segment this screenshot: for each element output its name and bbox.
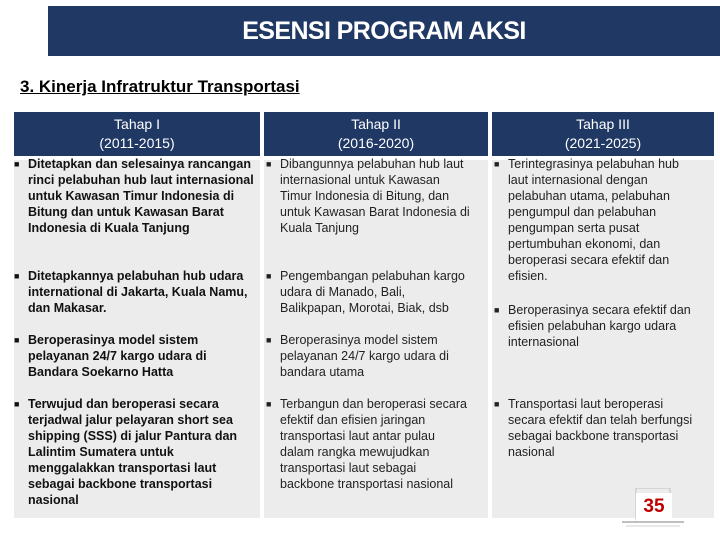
bullet-icon: ■: [494, 305, 500, 315]
column-tahap-1: [14, 157, 260, 518]
program-table: [14, 112, 714, 518]
bullet-icon: ■: [494, 399, 500, 409]
list-item: ■ Dibangunnya pelabuhan hub laut internasional untuk Kawasan Timur Indonesia di Bitung, dan untuk Kawasan Barat Indonesia di Kuala Tanjung: [266, 157, 470, 235]
bullet-icon: ■: [494, 159, 500, 169]
list-item: ■ Terintegrasinya pelabuhan hub laut internasional dengan pelabuhan utama, pelabuhan pengumpul dan pelabuhan pengumpan serta pusat pertumbuhan ekonomi, dan beroperasi secara efektif dan efisien.: [494, 157, 679, 283]
list-item: ■ Beroperasinya model sistem pelayanan 24/7 kargo udara di bandara utama: [266, 333, 449, 379]
bullet-icon: ■: [14, 335, 20, 345]
page-title: ESENSI PROGRAM AKSI: [242, 16, 526, 45]
header-tahap-2-years: (2016-2020): [337, 135, 415, 151]
bullet-icon: ■: [266, 159, 272, 169]
column-tahap-2: [264, 157, 488, 518]
bullet-icon: ■: [266, 335, 272, 345]
bullet-icon: ■: [14, 271, 20, 281]
list-item: ■ Terbangun dan beroperasi secara efektif dan efisien jaringan transportasi laut antar pulau dalam rangka mewujudkan transportasi laut sebagai backbone transportasi nasional: [266, 397, 467, 491]
list-item: ■ Pengembangan pelabuhan kargo udara di Manado, Bali, Balikpapan, Morotai, Biak, dsb: [266, 269, 465, 315]
list-item: ■ Ditetapkan dan selesainya rancangan rinci pelabuhan hub laut internasional untuk Kawasan Timur Indonesia di Bitung dan untuk Kawasan Barat Indonesia di Kuala Tanjung: [14, 157, 254, 235]
bullet-icon: ■: [14, 159, 20, 169]
section-subtitle: 3. Kinerja Infratruktur Transportasi: [20, 77, 300, 96]
list-item: ■ Ditetapkannya pelabuhan hub udara international di Jakarta, Kuala Namu, dan Makasar.: [14, 269, 248, 315]
header-tahap-1: [14, 112, 260, 156]
column-tahap-3: [492, 157, 714, 518]
header-tahap-1-name: Tahap I: [114, 116, 160, 132]
header-tahap-3-name: Tahap III: [576, 116, 630, 132]
list-item: ■ Transportasi laut beroperasi secara efektif dan telah berfungsi sebagai backbone transportasi nasional: [494, 397, 693, 459]
header-tahap-2: [264, 112, 488, 156]
header-tahap-2-name: Tahap II: [351, 116, 401, 132]
page-number: 35: [636, 493, 672, 521]
bullet-icon: ■: [266, 271, 272, 281]
list-item: ■ Beroperasinya model sistem pelayanan 24/7 kargo udara di Bandara Soekarno Hatta: [14, 333, 207, 379]
bullet-icon: ■: [14, 399, 20, 409]
header-tahap-3-years: (2021-2025): [564, 135, 642, 151]
header-tahap-3: [492, 112, 714, 156]
list-item: ■ Beroperasinya secara efektif dan efisien pelabuhan kargo udara internasional: [494, 303, 691, 349]
list-item: ■ Terwujud dan beroperasi secara terjadwal jalur pelayaran short sea shipping (SSS) di jalur Pantura dan Lalintim Sumatera untuk menggalakkan transportasi laut sebagai backbone transportasi nasional: [14, 397, 238, 507]
header-tahap-1-years: (2011-2015): [99, 135, 175, 151]
bullet-icon: ■: [266, 399, 272, 409]
